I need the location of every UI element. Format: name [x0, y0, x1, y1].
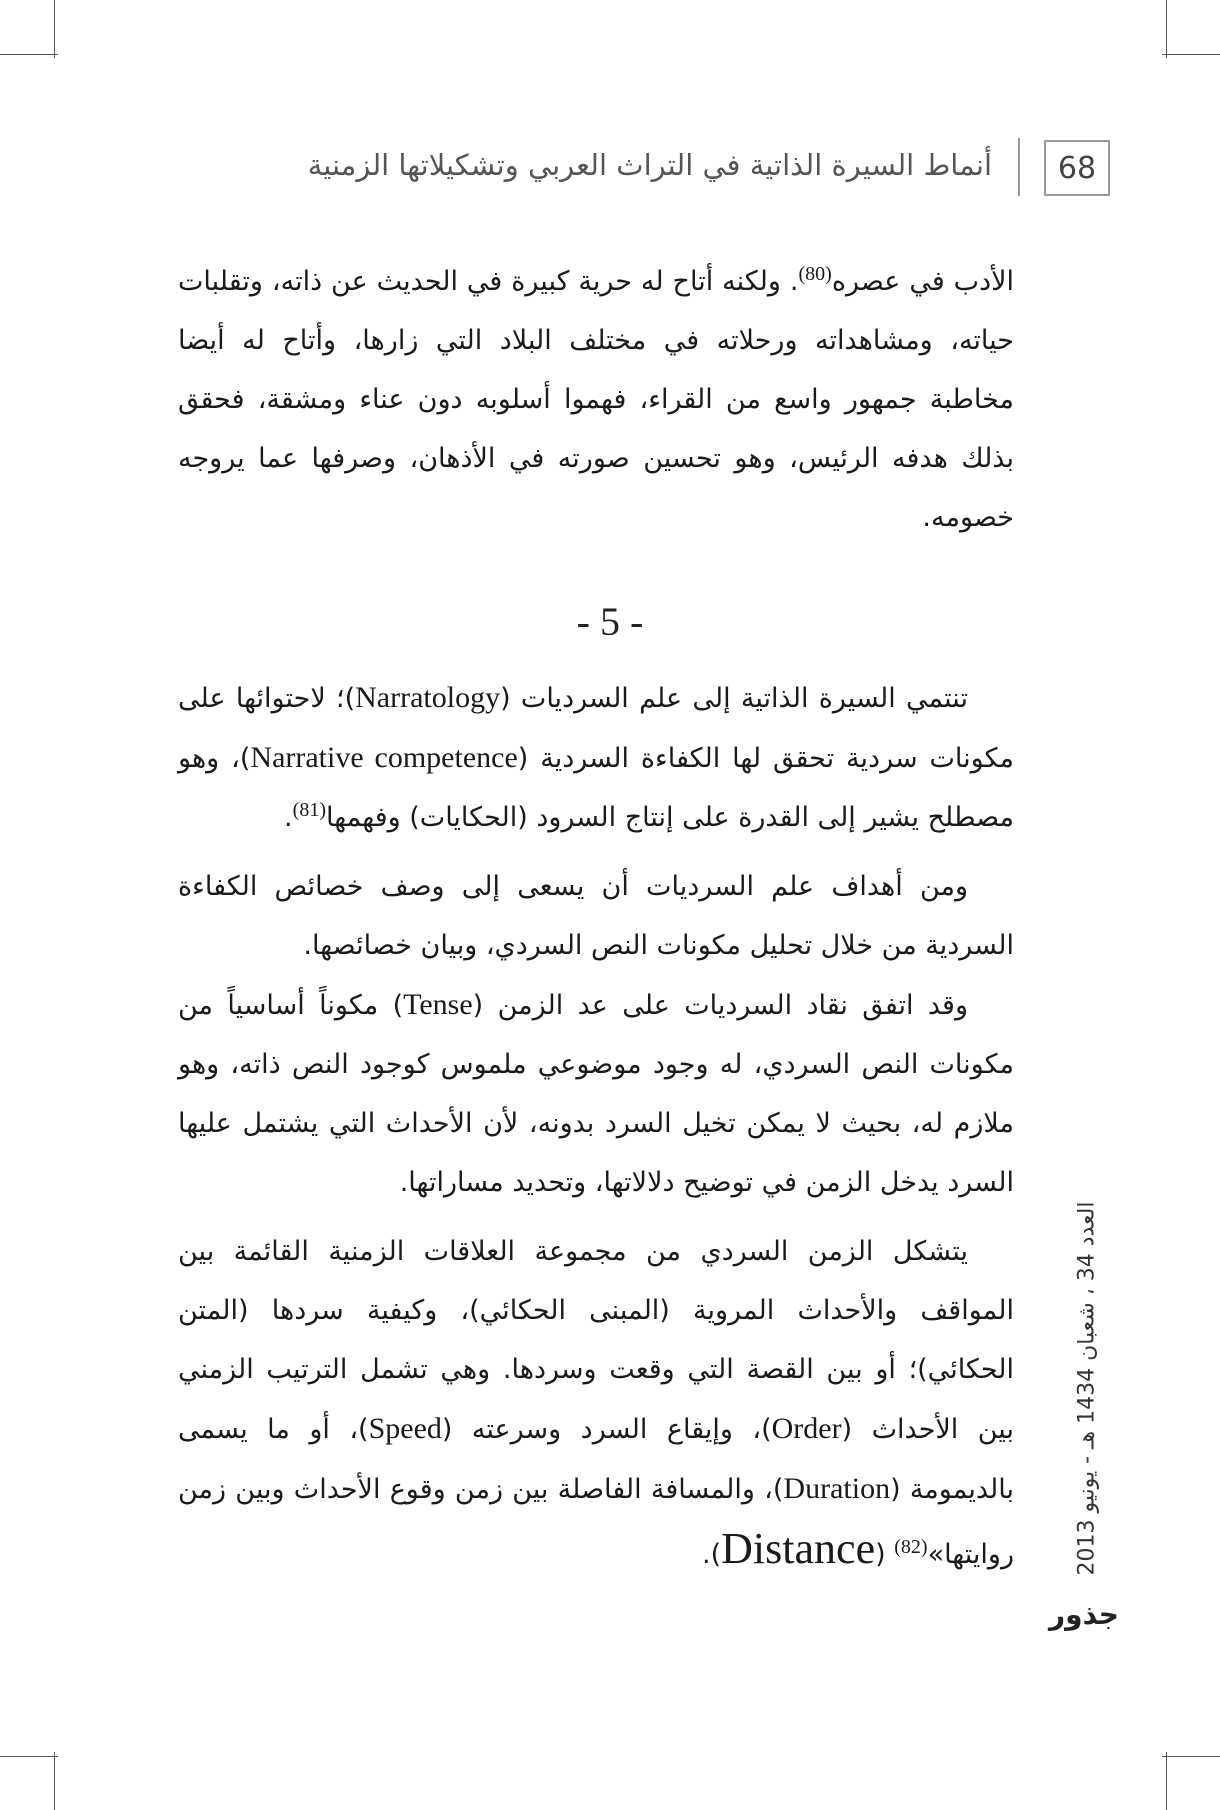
p4-text-f: ). — [702, 1539, 722, 1570]
crop-mark — [1166, 0, 1167, 58]
intro-text-start: الأدب في عصره — [831, 266, 1014, 297]
latin-term: Distance — [721, 1524, 876, 1573]
crop-mark — [0, 1756, 58, 1757]
p4-text-b: )، وإيقاع السرد وسرعته ( — [441, 1414, 772, 1445]
p4-text-a: يتشكل الزمن السردي من مجموعة العلاقات الزمنية القائمة بين المواقف والأحداث المروية (المبنى الحكائي)، وكيفية سردها (المتن الحكائي)؛ أو بين القصة التي وقعت وسردها. وهي تشمل الترتيب الزمني بين الأحداث ( — [178, 1236, 1014, 1445]
p1-text-b: )؛ لاحتوائها على مكونات سردية تحقق لها الكفاءة السردية ( — [178, 683, 1014, 774]
latin-term: Speed — [368, 1412, 442, 1445]
p4-text-d: )، والمسافة الفاصلة بين زمن وقوع الأحداث وبين زمن روايتها» — [178, 1474, 1014, 1570]
crop-mark — [0, 54, 58, 55]
paragraph-narratology — [178, 668, 1014, 847]
issue-info — [1067, 1168, 1107, 1608]
p4-text-c: )، أو ما يسمى بالديمومة ( — [178, 1414, 1014, 1505]
crop-mark — [1162, 54, 1220, 55]
running-title: أنماط السيرة الذاتية في التراث العربي وتشكيلاتها الزمنية — [307, 148, 992, 182]
footnote-ref: (81) — [292, 799, 326, 821]
paragraph-tense — [178, 975, 1014, 1212]
page-number: 68 — [1044, 140, 1110, 196]
footnote-ref: (80) — [798, 263, 832, 285]
p4-text-e: ( — [875, 1539, 895, 1570]
p1-text-c: )، وهو مصطلح يشير إلى القدرة على إنتاج السرود (الحكايات) وفهمها — [178, 743, 1014, 833]
crop-mark — [1166, 1752, 1167, 1810]
paragraph-goals: ومن أهداف علم السرديات أن يسعى إلى وصف خصائص الكفاءة السردية من خلال تحليل مكونات النص السردي، وبيان خصائصها. — [178, 871, 1014, 961]
crop-mark — [54, 1752, 55, 1810]
latin-term: Duration — [783, 1472, 891, 1505]
latin-term: Narratology — [355, 681, 501, 714]
paragraph-narrative-time — [178, 1222, 1014, 1584]
p3-text-b: ) مكوناً أساسياً من مكونات النص السردي، له وجود موضوعي ملموس كوجود النص ذاته، وهو ملازم له، بحيث لا يمكن تخيل السرد بدونه، لأن الأحداث التي يشتمل عليها السرد يدخل الزمن في توضيح دلالاتها، وتحديد مساراتها. — [178, 990, 1014, 1198]
intro-paragraph — [178, 252, 1014, 547]
latin-term: Narrative competence — [250, 741, 518, 774]
section-number: - 5 - — [576, 599, 644, 644]
issue-info-text: العدد 34 ، شعبان 1434 هـ - يونيو 2013 — [1074, 1201, 1100, 1575]
crop-mark — [1162, 1756, 1220, 1757]
header-divider — [1018, 138, 1020, 196]
p1-text-d: . — [284, 802, 293, 833]
latin-term: Order — [771, 1412, 842, 1445]
latin-term: Tense — [403, 988, 473, 1021]
p1-text-a: تنتمي السيرة الذاتية إلى علم السرديات ( — [500, 683, 968, 714]
p3-text-a: وقد اتفق نقاد السرديات على عد الزمن ( — [472, 990, 968, 1021]
intro-text-rest: . ولكنه أتاح له حرية كبيرة في الحديث عن ذاته، وتقلبات حياته، ومشاهداته ورحلاته في مختلف البلاد التي زارها، وأتاح له أيضا مخاطبة جمهور واسع من القراء، فهموا أسلوبه دون عناء ومشقة، فحقق بذلك هدفه الرئيس، وهو تحسين صورته في الأذهان، وصرفها عما يروجه خصومه. — [178, 266, 1014, 533]
crop-mark — [54, 0, 55, 58]
journal-logo: جذور — [1049, 1598, 1119, 1631]
footnote-ref: (82) — [894, 1536, 928, 1558]
section-body — [178, 668, 1014, 1584]
